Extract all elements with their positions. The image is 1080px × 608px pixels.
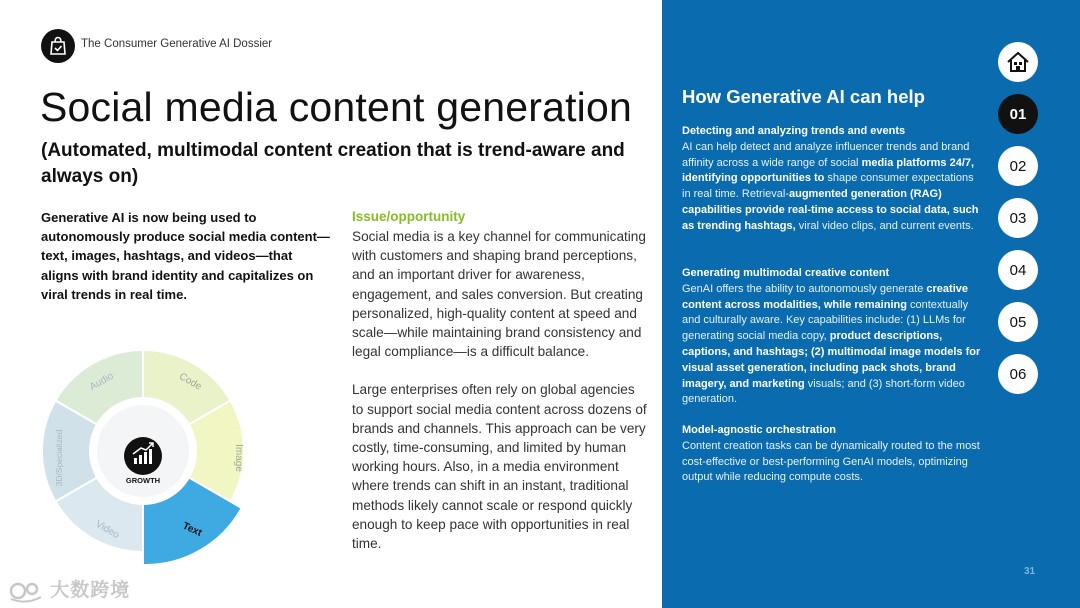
wheel-label-image: Image (233, 444, 244, 472)
nav-item-02[interactable]: 02 (998, 146, 1038, 186)
issue-paragraph: Large enterprises often rely on global agencies to support social media content across dozens of brands and channels. This approach can be very costly, time-consuming, and limited by human working hours. Also, in a media environment where trends can shift in an instant, traditional methods likely cannot scale or respond quickly enough to keep pace with opportunities in real time. (352, 382, 647, 552)
issue-heading: Issue/opportunity (352, 209, 466, 224)
wheel-center-label: GROWTH (125, 476, 161, 485)
growth-badge (124, 437, 162, 475)
watermark-text: 大数跨境 (50, 580, 131, 601)
section-title: Model-agnostic orchestration (682, 424, 837, 436)
section-text: contextually and culturally aware. Key capabilities include: (1) LLMs for generating social media copy, (682, 298, 969, 343)
home-button[interactable] (998, 42, 1038, 82)
shopping-bag-icon (49, 36, 67, 56)
issue-body (352, 227, 648, 572)
help-title: How Generative AI can help (682, 86, 925, 107)
section-text: Content creation tasks can be dynamically routed to the most cost-effective or best-performing GenAI models, optimizing output while reducing compute costs. (682, 439, 980, 484)
brand-logo (41, 29, 75, 63)
section-text: shape consumer expectations in real time. Retrieval- (682, 172, 974, 201)
nav-item-04[interactable]: 04 (998, 250, 1038, 290)
nav-item-03[interactable]: 03 (998, 198, 1038, 238)
section-text-bold: product descriptions, captions, and hashtags; (2) multimodal image models for visual asset generation, including pack shots, brand imagery, and marketing (682, 330, 981, 390)
intro-text: Generative AI is now being used to autonomously produce social media content—text, images, hashtags, and videos—that aligns with brand identity and capitalizes on viral trends in real time. (41, 210, 330, 302)
section-text: visuals; and (3) short-form video generation. (682, 377, 965, 406)
wheel-label-code: Code (177, 371, 204, 393)
section-text-bold: media platforms 24/7, identifying opportunities to (682, 156, 975, 185)
section-title: Detecting and analyzing trends and events (682, 125, 906, 137)
nav-item-06[interactable]: 06 (998, 354, 1038, 394)
section-text-bold: creative content across modalities, while remaining (682, 282, 968, 311)
help-section-orchestration (682, 423, 982, 486)
wheel-label-video: Video (93, 518, 122, 541)
nav-item-05[interactable]: 05 (998, 302, 1038, 342)
watermark (8, 575, 130, 603)
help-panel (662, 0, 1080, 608)
help-section-multimodal (682, 266, 982, 408)
capability-wheel (40, 348, 246, 570)
page-number: 31 (1024, 566, 1036, 577)
wheel-label-text: Text (180, 520, 204, 539)
home-icon (1006, 51, 1030, 73)
help-section-trends (682, 124, 982, 235)
nav-item-01[interactable]: 01 (998, 94, 1038, 134)
section-text-bold: augmented generation (RAG) capabilities provide real-time access to social data, such as trending hashtags, (682, 188, 979, 232)
section-text: AI can help detect and analyze influencer trends and brand affinity across a wide range of social (682, 140, 970, 169)
section-title: Generating multimodal creative content (682, 267, 890, 279)
section-text: viral video clips, and current events. (795, 219, 974, 232)
wheel-label-specialized: 3D/Specialized (54, 429, 64, 487)
brand-title: The Consumer Generative AI Dossier (81, 38, 273, 50)
page-subtitle: (Automated, multimodal content creation that is trend-aware and always on) (41, 140, 625, 187)
wheel-label-audio: Audio (87, 370, 116, 393)
page-title: Social media content generation (40, 84, 632, 130)
issue-paragraph: Social media is a key channel for communicating with customers and shaping brand perceptions, and an important driver for awareness, engagement, and sales conversion. But creating personalized, high-quality content at speed and scale—while maintaining brand consistency and legal compliance—is a difficult balance. (352, 229, 646, 360)
section-text: GenAI offers the ability to autonomously generate (682, 282, 927, 295)
watermark-logo-icon (8, 579, 44, 603)
